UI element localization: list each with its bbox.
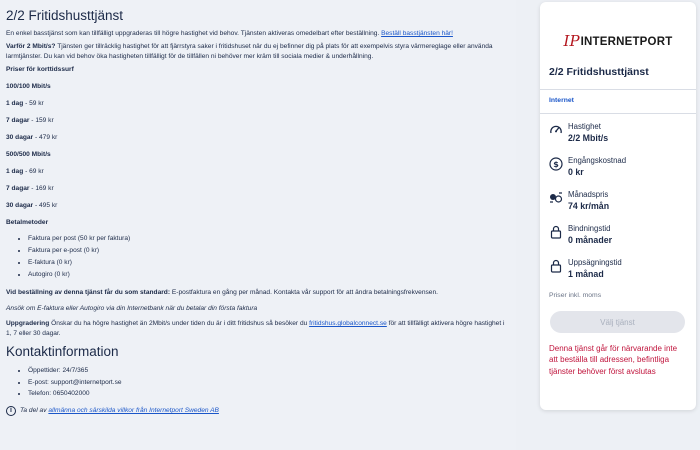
spec-label: Uppsägningstid: [568, 258, 622, 267]
lock-icon: [549, 259, 563, 273]
upgrade-text-end: för att tillfälligt aktivera högre hastighet i 1, 7 eller 30 dagar.: [6, 320, 505, 337]
spec-value: 0 kr: [568, 167, 584, 177]
price-duration: 7 dagar: [6, 117, 30, 125]
price-row: [6, 117, 506, 125]
card-title: 2/2 Fritidshusttjänst: [549, 66, 649, 78]
spec-label: Månadspris: [568, 190, 609, 199]
list-item: • Faktura per post (50 kr per faktura): [28, 233, 506, 245]
spec-label: Hastighet: [568, 122, 601, 131]
spec-value: 2/2 Mbit/s: [568, 133, 609, 143]
list-item: • Autogiro (0 kr): [28, 269, 506, 281]
price-duration: 30 dagar: [6, 134, 34, 142]
price-duration: 1 dag: [6, 168, 24, 176]
lock-icon: [549, 225, 563, 239]
list-item: • E-faktura (0 kr): [28, 257, 506, 269]
price-row: [6, 134, 506, 142]
why-text: Tjänsten ger tillräcklig hastighet för att fjärrstyra saker i fritidshuset när du ej befinner dig på plats för att exempelvis styra värmereglage eller använda larmtjänster. Du kan vid behov öka hastigheten tillfälligt för de tillfällen ni behöver mer kräm till sociala medier & underhållning.: [6, 43, 493, 60]
price-value: - 59 kr: [23, 100, 44, 108]
choose-service-button[interactable]: Välj tjänst: [550, 311, 685, 333]
terms-line: [6, 406, 506, 416]
svg-text:$: $: [553, 160, 559, 169]
spec-speed: [549, 122, 687, 145]
order-standard-paragraph: [6, 288, 506, 297]
list-item: • Faktura per e-post (0 kr): [28, 245, 506, 257]
order-text: E-postfaktura en gång per månad. Kontakta vår support för att ändra betalningsfrekvensen.: [170, 289, 438, 297]
price-duration: 7 dagar: [6, 185, 30, 193]
logo-text: INTERNETPORT: [580, 36, 673, 48]
price-value: - 159 kr: [29, 117, 54, 125]
terms-text: Ta del av: [20, 407, 47, 415]
info-icon: i: [6, 406, 16, 416]
payment-heading: Betalmetoder: [6, 219, 49, 227]
dollar-coin-icon: [549, 157, 563, 171]
internetport-logo: [549, 32, 687, 48]
fritidshus-link[interactable]: fritidshus.globalconnect.se: [309, 320, 387, 328]
prices-heading: Priser för korttidssurf: [6, 66, 74, 74]
unavailable-warning: Denna tjänst går för närvarande inte att beställa till adressen, befintliga tjänster behöver först avslutas: [549, 344, 678, 376]
divider: [540, 89, 696, 90]
order-label: Vid beställning av denna tjänst får du som standard:: [6, 289, 171, 297]
spec-value: 74 kr/mån: [568, 201, 610, 211]
price-row: [6, 168, 506, 176]
intro-paragraph: [6, 29, 506, 38]
spec-setup-fee: [549, 156, 687, 179]
price-row: [6, 100, 506, 108]
why-label: Varför 2 Mbit/s?: [6, 43, 56, 51]
contact-list: [6, 365, 506, 400]
list-item: • E-post: support@internetport.se: [28, 377, 506, 389]
logo-mark: IP: [563, 32, 580, 50]
price-value: - 495 kr: [33, 202, 58, 210]
money-flow-icon: [549, 191, 563, 205]
terms-link[interactable]: allmänna och särskilda villkor från Internetport Sweden AB: [48, 407, 219, 415]
category-label: Internet: [549, 97, 574, 104]
spec-value: 0 månader: [568, 235, 613, 245]
price-duration: 1 dag: [6, 100, 24, 108]
order-basic-link[interactable]: Beställ basstjänsten här!: [381, 30, 453, 37]
service-card: [540, 2, 696, 410]
intro-text: En enkel basstjänst som kan tillfälligt uppgraderas till högre hastighet vid behov. Tjänsten aktiveras omedelbart efter beställning.: [6, 30, 380, 37]
price-duration: 30 dagar: [6, 202, 34, 210]
upgrade-text: Önskar du ha högre hastighet än 2Mbit/s under tiden du är i ditt fritidshus så besöker du: [49, 320, 310, 328]
vat-note: Priser inkl. moms: [549, 292, 602, 299]
spec-monthly-price: [549, 190, 687, 213]
spec-notice-period: [549, 258, 687, 281]
spec-binding-period: [549, 224, 687, 247]
divider: [540, 113, 696, 114]
spec-label: Engångskostnad: [568, 156, 627, 165]
list-item: • Telefon: 0650402000: [28, 388, 506, 400]
tier-500-heading: 500/500 Mbit/s: [6, 151, 51, 159]
contact-heading: Kontaktinformation: [6, 344, 119, 360]
price-value: - 69 kr: [23, 168, 44, 176]
page-title: 2/2 Fritidshusttjänst: [6, 8, 124, 23]
upgrade-label: Uppgradering: [6, 320, 50, 328]
price-value: - 169 kr: [29, 185, 54, 193]
payment-methods-list: [6, 233, 506, 280]
price-row: [6, 202, 506, 210]
efaktura-note: Ansök om E-faktura eller Autogiro via din Internetbank när du betalar din första faktura: [6, 304, 258, 312]
price-value: - 479 kr: [33, 134, 58, 142]
tier-100-heading: 100/100 Mbit/s: [6, 83, 51, 91]
upgrade-paragraph: [6, 319, 506, 338]
list-item: • Öppettider: 24/7/365: [28, 365, 506, 377]
speedometer-icon: [549, 123, 563, 137]
spec-value: 1 månad: [568, 269, 604, 279]
price-row: [6, 185, 506, 193]
spec-label: Bindningstid: [568, 224, 611, 233]
why-paragraph: [6, 42, 506, 61]
